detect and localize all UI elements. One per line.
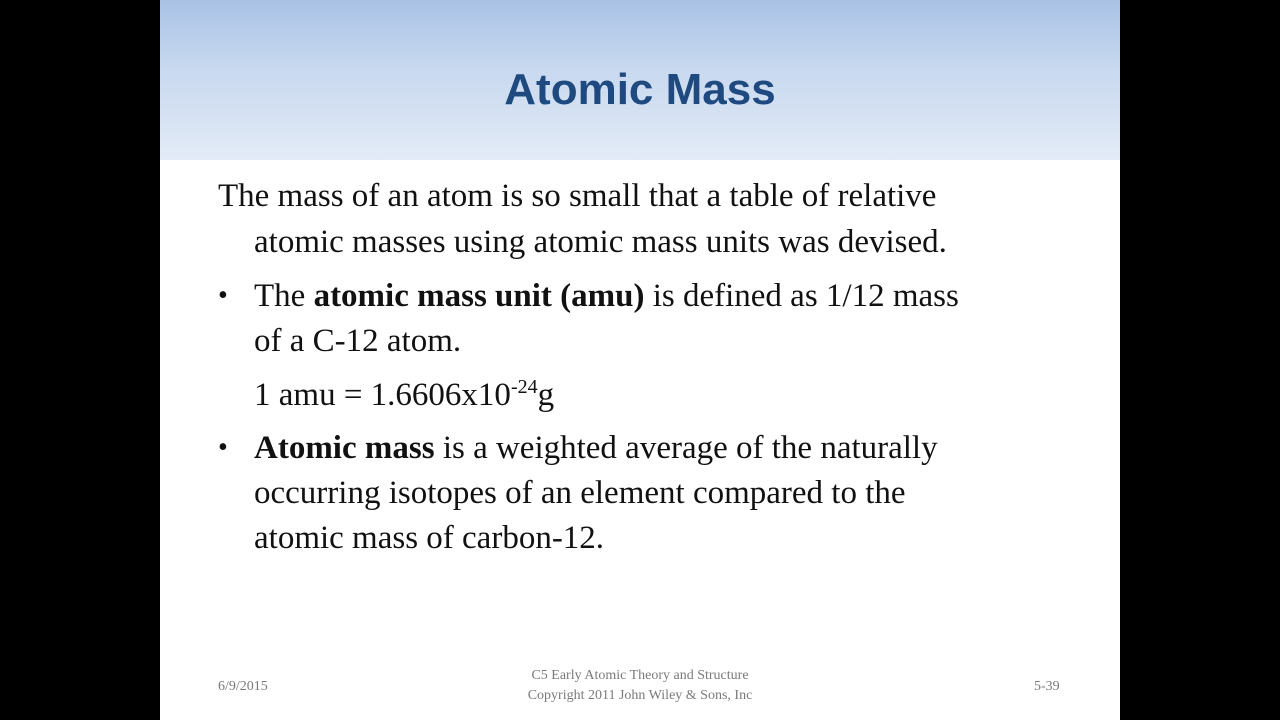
- formula-exponent: -24: [510, 376, 538, 398]
- intro-line-1: The mass of an atom is so small that a table of relative: [218, 178, 937, 214]
- bullet-marker-1: •: [218, 280, 228, 311]
- bullet-1-term: atomic mass unit (amu): [313, 278, 645, 314]
- footer-copyright: Copyright 2011 John Wiley & Sons, Inc: [527, 688, 753, 703]
- bullet-2-line-3: atomic mass of carbon-12.: [254, 520, 605, 556]
- intro-line-2: atomic masses using atomic mass units was devised.: [254, 224, 947, 260]
- formula-line: [254, 375, 554, 415]
- footer-center: [440, 666, 840, 706]
- footer-course: C5 Early Atomic Theory and Structure: [531, 668, 749, 683]
- bullet-1-line-2: of a C-12 atom.: [254, 323, 462, 359]
- bullet-marker-2: •: [218, 432, 228, 463]
- formula-unit: g: [537, 377, 555, 413]
- footer-date: 6/9/2015: [218, 679, 268, 694]
- bullet-1-line-1: [254, 276, 959, 316]
- formula-base: 1 amu = 1.6606x10: [254, 377, 511, 413]
- bullet-2-post: is a weighted average of the naturally: [434, 430, 938, 466]
- slide: [160, 0, 1120, 720]
- bullet-2-line-1: [254, 428, 938, 468]
- bullet-2-term: Atomic mass: [254, 430, 435, 466]
- slide-title: Atomic Mass: [504, 65, 776, 114]
- bullet-1-post: is defined as 1/12 mass: [644, 278, 959, 314]
- bullet-2-line-2: occurring isotopes of an element compared to the: [254, 475, 906, 511]
- footer-page-number: 5-39: [1034, 679, 1060, 694]
- bullet-1-pre: The: [254, 278, 314, 314]
